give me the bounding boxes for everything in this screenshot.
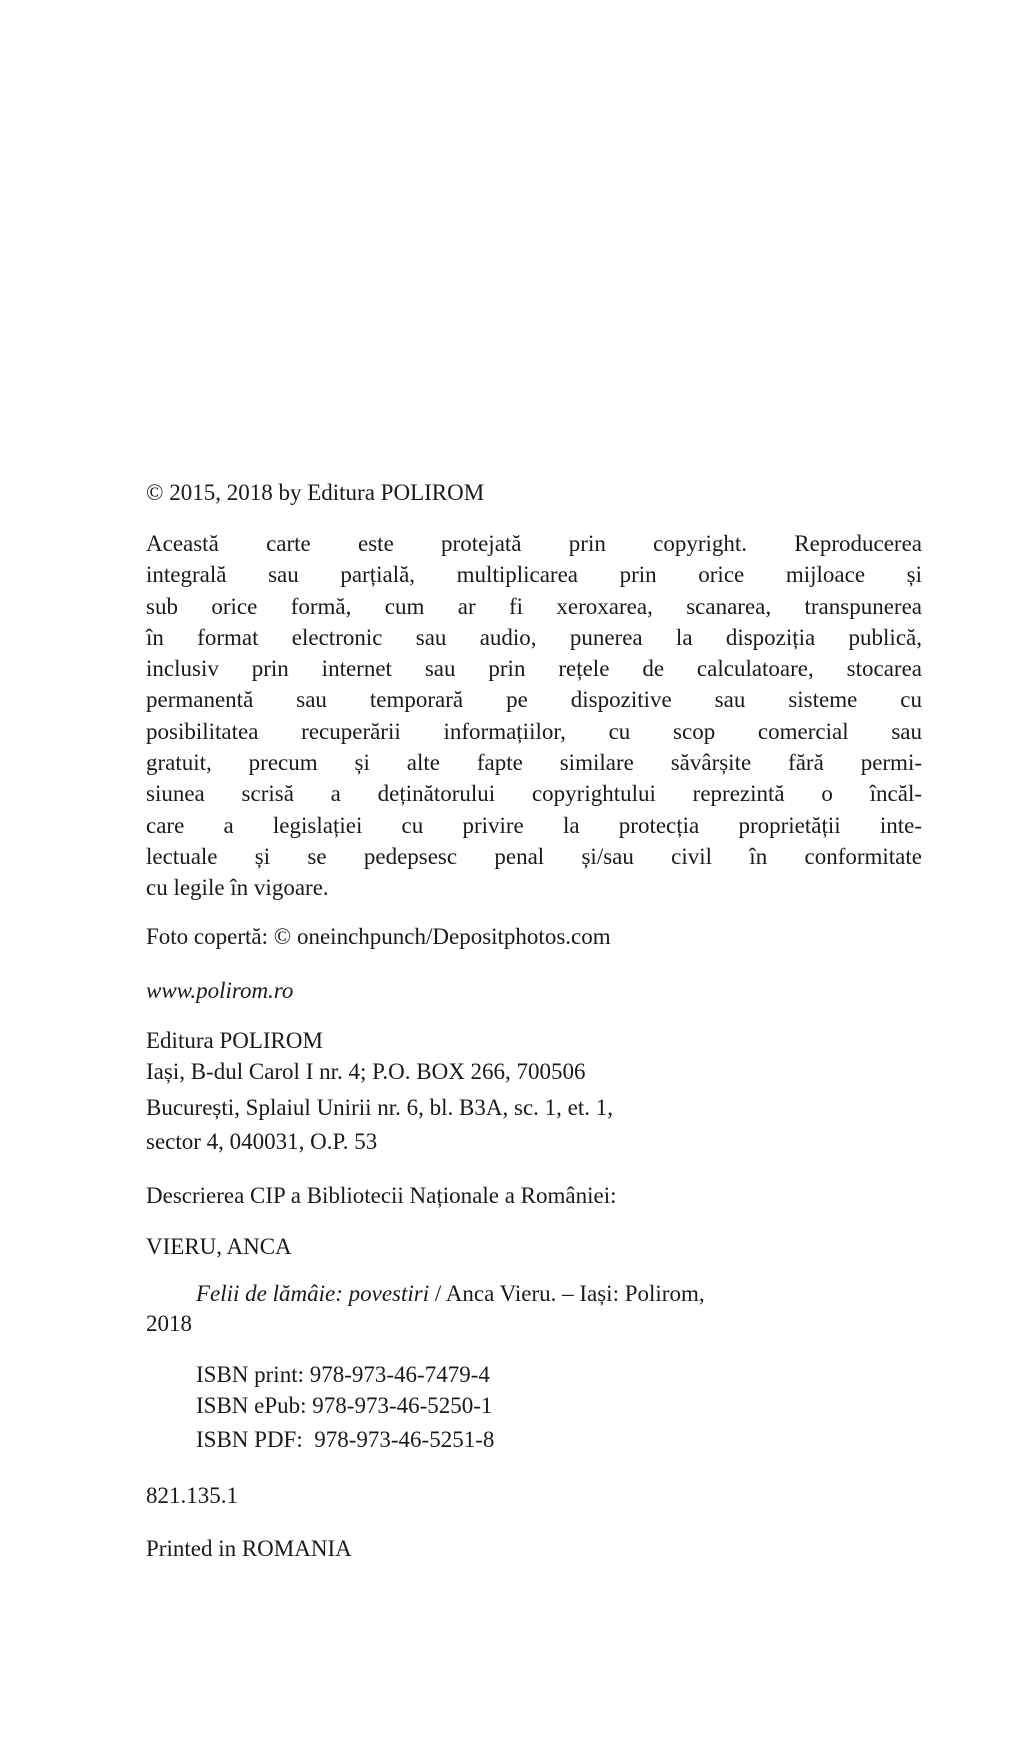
notice-line: permanentă sau temporară pe dispozitive sau sisteme cu [146,687,922,713]
publisher-address-3: sector 4, 040031, O.P. 53 [146,1129,378,1154]
notice-line: cu legile în vigoare. [146,875,329,901]
cip-author: VIERU, ANCA [146,1234,292,1259]
isbn-print: ISBN print: 978-973-46-7479-4 [196,1362,490,1387]
cip-heading: Descrierea CIP a Bibliotecii Naționale a României: [146,1183,617,1208]
book-title: Felii de lămâie: povestiri [196,1281,430,1306]
publisher-address-2: București, Splaiul Unirii nr. 6, bl. B3A, sc. 1, et. 1, [146,1095,613,1120]
isbn-pdf: ISBN PDF: 978-973-46-5251-8 [196,1427,495,1452]
notice-line: în format electronic sau audio, punerea la dispoziția publică, [146,624,922,650]
cip-title-line [196,1279,705,1309]
classification: 821.135.1 [146,1483,238,1508]
copyright-notice [146,528,922,904]
cip-year: 2018 [146,1311,192,1336]
photo-credit: Foto copertă: © oneinchpunch/Depositphotos.com [146,924,611,949]
cip-title-rest: / Anca Vieru. – Iași: Polirom, [429,1281,705,1306]
notice-line: lectuale și se pedepsesc penal și/sau civil în conformitate [146,843,922,869]
notice-line: gratuit, precum și alte fapte similare săvârșite fără permi- [146,750,922,776]
copyright-line: © 2015, 2018 by Editura POLIROM [146,480,485,505]
notice-line: sub orice formă, cum ar fi xeroxarea, scanarea, transpunerea [146,593,922,619]
notice-line: posibilitatea recuperării informațiilor, cu scop comercial sau [146,718,922,744]
publisher-address-1: Iași, B-dul Carol I nr. 4; P.O. BOX 266, 700506 [146,1059,586,1084]
publisher-name: Editura POLIROM [146,1028,323,1053]
notice-line: integrală sau parțială, multiplicarea prin orice mijloace și [146,562,922,588]
notice-line: siunea scrisă a deținătorului copyrightului reprezintă o încăl- [146,781,922,807]
notice-line: inclusiv prin internet sau prin rețele de calculatoare, stocarea [146,656,922,682]
website-link[interactable]: www.polirom.ro [146,978,294,1003]
isbn-epub: ISBN ePub: 978-973-46-5250-1 [196,1393,493,1418]
notice-line: Această carte este protejată prin copyright. Reproducerea [146,531,922,556]
printed-in: Printed in ROMANIA [146,1536,352,1561]
notice-line: care a legislației cu privire la protecția proprietății inte- [146,812,922,838]
